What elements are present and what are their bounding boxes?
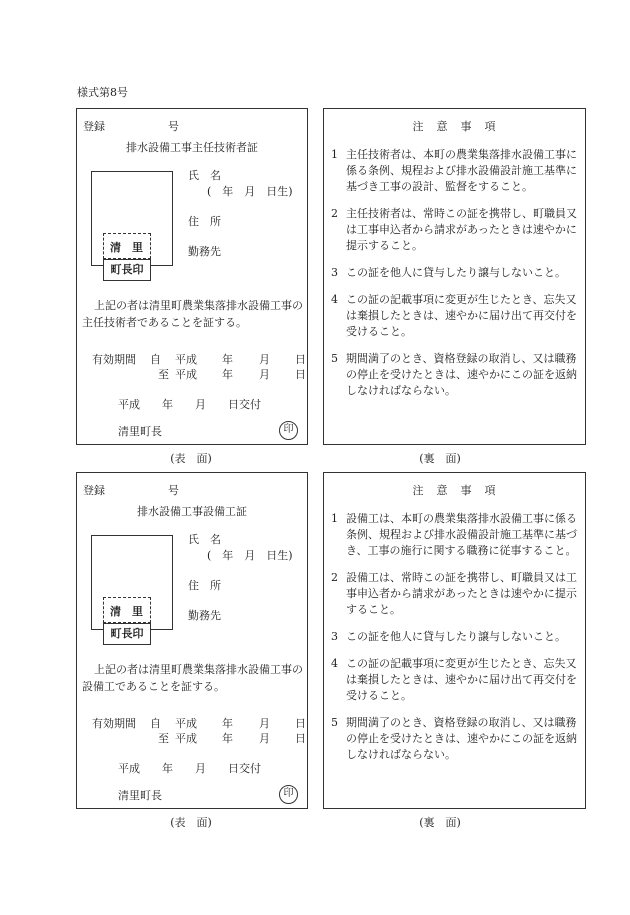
name-label: 氏 名 [188,533,221,546]
to-year: 年 [222,368,233,381]
certify-text: 上記の者は清里町農業集落排水設備工事の設備工であることを証する。 [82,663,303,693]
from-month: 月 [259,353,270,366]
to-month: 月 [259,732,270,745]
from-day: 日 [295,353,306,366]
name-label: 氏 名 [188,169,221,182]
mayor-seal: 町長印 [103,623,151,645]
workplace-label: 勤務先 [188,609,221,622]
note-item: 4 この証の記載事項に変更が生じたとき、忘失又は棄損したときは、速やかに届け出て再交付を受けること。 [331,293,577,338]
from-year: 年 [222,717,233,730]
front-card [76,108,308,445]
from-day: 日 [295,717,306,730]
notes-list [331,147,579,410]
note-item: 3 この証を他人に貸与したり譲与しないこと。 [331,266,566,279]
registration-label: 登録 [83,484,105,497]
card-title: 排水設備工事設備工証 [137,505,247,518]
note-item: 5 期間満了のとき、資格登録の取消し、又は職務の停止を受けたときは、速やかにこの証を返納しなければならない。 [331,716,577,761]
notes-list [331,511,579,774]
to-day: 日 [295,732,306,745]
workplace-label: 勤務先 [188,245,221,258]
back-caption: (裏 面) [419,452,461,465]
from-era: 平成 [175,717,197,730]
to-era: 平成 [175,732,197,745]
note-item: 4 この証の記載事項に変更が生じたとき、忘失又は棄損したときは、速やかに届け出て再交付を受けること。 [331,657,577,702]
address-label: 住 所 [188,215,221,228]
number-label: 号 [168,484,179,497]
from-month: 月 [259,717,270,730]
note-item: 1 設備工は、本町の農業集落排水設備工事に係る条例、規程および排水設備設計施工基準に基づき、工事の施行に関する職務に従事すること。 [331,512,577,557]
to-era: 平成 [175,368,197,381]
to-label: 至 [158,368,169,381]
seal-mark-icon: 印 [279,421,298,440]
issue-line: 平成 年 月 日交付 [118,398,261,411]
mayor-label: 清里町長 [118,425,162,438]
validity-label: 有効期間 [92,717,136,730]
notes-title: 注 意 事 項 [412,120,497,133]
back-card [323,108,586,445]
from-label: 自 [150,353,161,366]
note-item: 3 この証を他人に貸与したり譲与しないこと。 [331,630,566,643]
form-number: 様式第8号 [77,86,128,99]
note-item: 2 主任技術者は、常時この証を携帯し、町職員又は工事申込者から請求があったときは速やかに提示すること。 [331,207,577,252]
to-day: 日 [295,368,306,381]
note-item: 1 主任技術者は、本町の農業集落排水設備工事に係る条例、規程および排水設備設計施工基準に基づき工事の設計、監督をすること。 [331,148,577,193]
card-title: 排水設備工事主任技術者証 [126,141,258,154]
address-label: 住 所 [188,579,221,592]
mayor-seal: 町長印 [103,259,151,281]
issue-line: 平成 年 月 日交付 [118,762,261,775]
from-label: 自 [150,717,161,730]
to-month: 月 [259,368,270,381]
mayor-label: 清里町長 [118,789,162,802]
front-card [76,472,308,809]
number-label: 号 [168,120,179,133]
to-label: 至 [158,732,169,745]
seal-mark-icon: 印 [279,785,298,804]
note-item: 2 設備工は、常時この証を携帯し、町職員又は工事申込者から請求があったときは速やかに提示すること。 [331,571,577,616]
validity-label: 有効期間 [92,353,136,366]
birthdate-label: ( 年 月 日生) [207,185,293,198]
front-caption: (表 面) [170,452,212,465]
from-era: 平成 [175,353,197,366]
birthdate-label: ( 年 月 日生) [207,549,293,562]
note-item: 5 期間満了のとき、資格登録の取消し、又は職務の停止を受けたときは、速やかにこの証を返納しなければならない。 [331,352,577,397]
notes-title: 注 意 事 項 [412,484,497,497]
from-year: 年 [222,353,233,366]
back-card [323,472,586,809]
village-seal: 清 里 [103,597,151,623]
certify-text: 上記の者は清里町農業集落排水設備工事の主任技術者であることを証する。 [82,299,303,329]
to-year: 年 [222,732,233,745]
village-seal: 清 里 [103,233,151,259]
front-caption: (表 面) [170,816,212,829]
back-caption: (裏 面) [419,816,461,829]
registration-label: 登録 [83,120,105,133]
